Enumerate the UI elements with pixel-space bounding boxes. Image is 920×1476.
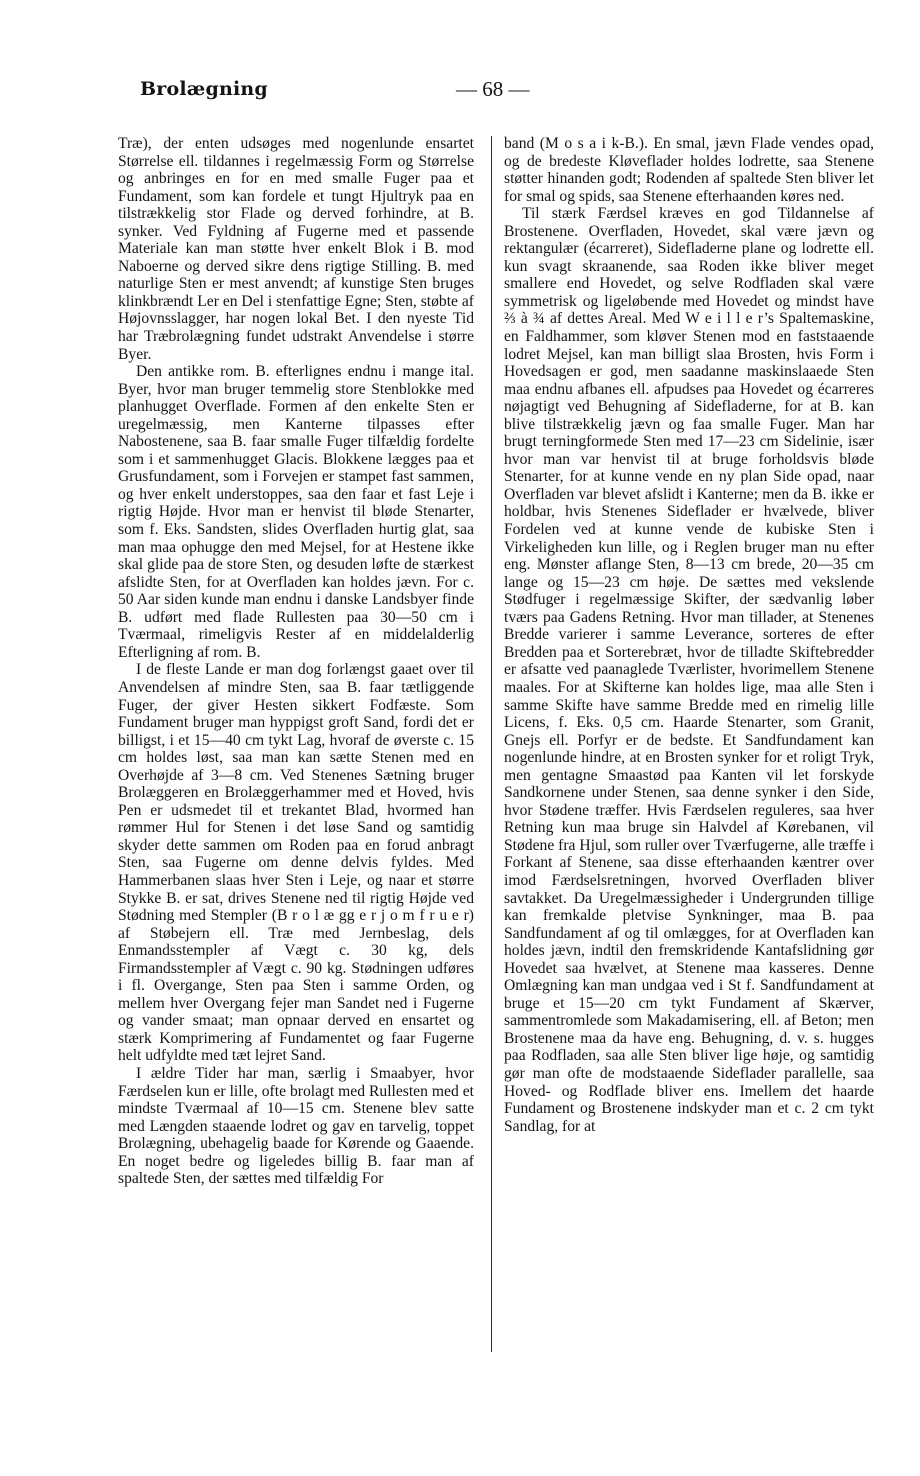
paragraph: Til stærk Færdsel kræves en god Tildannelse af Brostenene. Overfladen, Hovedet, skal være jævn og rektangulær (écarreret), Sidefladerne plane og lodrette ell. kun svagt skraanende, saa Roden ikke bliver meget smallere end Hovedet, og selve Rodfladen skal være symmetrisk og ligeløbende med Hovedet og mindst have ⅔ à ¾ af dettes Areal. Med W e i l l e r’s Spaltemaskine, en Faldhammer, som kløver Stenen mod en faststaaende lodret Mejsel, kan man billigt slaa Brosten, hvis Form i Hovedsagen er god, men saadanne maskinslaaede Sten maa endnu afbanes ell. afpudses paa Hovedet og écarreres nøjagtigt ved Behugning af Sidefladerne, for at B. kan blive tilstrækkelig jævn og faa smalle Fuger. Man har brugt terningformede Sten med 17—23 cm Sidelinie, især hvor man var henvist til at bruge forholdsvis bløde Stenarter, for at kunne vende en ny plan Side opad, naar Overfladen var blevet afslidt i Kanterne; men da B. ikke er holdbar, hvis Stenenes Sideflader er hvælvede, bliver Fordelen ved at kunne vende de kubiske Sten i Virkeligheden kun lille, og i Reglen bruger man nu efter eng. Mønster aflange Sten, 8—13 cm brede, 20—35 cm lange og 15—23 cm høje. De sættes med vekslende Stødfuger i regelmæssige Skifter, der sædvanlig løber tværs paa Gadens Retning. Hvor man tillader, at Stenenes Bredde varierer i samme Leverance, sorteres de efter Bredden paa et Sorterebræt, hvor de tilladte Skiftebredder er afsatte ved paanaglede Tværlister, hvorimellem Stenene maales. For at Skifterne kan holdes lige, maa alle Sten i samme Skifte have samme Bredde med en rimelig lille Licens, f. Eks. 0,5 cm. Haarde Stenarter, som Granit, Gnejs ell. Porfyr er de bedste. Et Sandfundament kan nogenlunde hindre, at en Brosten synker for et roligt Tryk, men gentagne Smaastød paa Kanten vil let forskyde Sandkornene under Stenen, saa denne synker i den Side, hvor Stødene træffer. Hvis Færdselen reguleres, saa hver Retning kun maa bruge sin Halvdel af Kørebanen, vil Stødene fra Hjul, som ruller over Tværfugerne, alle træffe i Forkant af Stenene, saa disse efterhaanden kæntrer over imod Færdselsretningen, hvorved Overfladen bliver savtakket. Da Uregelmæssigheder i Undergrunden tillige kan fremkalde pletvise Synkninger, maa B. paa Sandfundament af og til omlægges, for at Overfladen kan holdes jævn, indtil den fremskridende Kantafslidning gør Hovedet saa hvælvet, at Stenene maa kasseres. Denne Omlægning kan man undgaa ved i St f. Sandfundament at bruge et 15—20 cm tykt Fundament af Skærver, sammentromlede som Makadamisering, ell. af Beton; men Brostenene maa da have eng. Behugning, d. v. s. hugges paa Rodfladen, saa alle Sten bliver lige høje, og samtidig gør man ofte de modstaaende Sideflader parallelle, saa Hoved- og Rodflade bliver ens. Imellem det haarde Fundament og Brostenene indskyder man et c. 2 cm tykt Sandlag, for at: [504, 205, 874, 1135]
page-number: — 68 —: [456, 77, 530, 101]
right-column: [504, 135, 874, 1135]
paragraph: Den antikke rom. B. efterlignes endnu i mange ital. Byer, hvor man bruger temmelig store Stenblokke med planhugget Overflade. Formen af den enkelte Sten er uregelmæssig, men Kanterne tilpasses efter Nabostenene, saa B. faar smalle Fuger tilfældig fordelte som i et sammenhugget Glacis. Blokkene lægges paa et Grusfundament, som i Forvejen er stampet fast sammen, og hver enkelt understoppes, saa den faar et fast Leje i rigtig Højde. Hvor man er henvist til bløde Stenarter, som f. Eks. Sandsten, slides Overfladen hurtig glat, saa man maa ophugge den med Mejsel, for at Hestene ikke skal glide paa de store Sten, og desuden løfte de stærkest afslidte Sten, for at Overfladen kan holdes jævn. For c. 50 Aar siden kunde man endnu i danske Landsbyer finde B. udført med flade Rullesten paa 30—50 cm i Tværmaal, rimeligvis Rester af en middelalderlig Efterligning af rom. B.: [118, 363, 474, 661]
paragraph: band (M o s a i k-B.). En smal, jævn Flade vendes opad, og de bredeste Kløveflader holdes lodrette, saa Stenene støtter hinanden godt; Rodenden af spaltede Sten bliver let for smal og spids, saa Stenene efterhaanden køres ned.: [504, 135, 874, 205]
column-divider: [491, 136, 492, 1352]
page-title: Brolægning: [140, 78, 268, 100]
paragraph: Træ), der enten udsøges med nogenlunde ensartet Størrelse ell. tildannes i regelmæssig Form og Størrelse og anbringes en for en med smalle Fuger paa et Fundament, som kan fordele et tungt Hjultryk paa en tilstrækkelig stor Flade og derved forhindre, at B. synker. Ved Fyldning af Fugerne med et passende Materiale kan man støtte hver enkelt Blok i B. mod Naboerne og derved sikre dens rigtige Stilling. B. med naturlige Sten er mest anvendt; af kunstige Sten bruges klinkbrændt Ler en Del i stenfattige Egne; Sten, støbte af Højovnsslagger, har nogen lokal Bet. I den nyeste Tid har Træbrolægning fundet udstrakt Anvendelse i større Byer.: [118, 135, 474, 363]
running-head: [140, 76, 874, 104]
left-column: [118, 135, 474, 1188]
paragraph: I de fleste Lande er man dog forlængst gaaet over til Anvendelsen af mindre Sten, saa B. faar tætliggende Fuger, der giver Hesten sikkert Fodfæste. Som Fundament bruger man hyppigst groft Sand, fordi det er billigst, i et 15—40 cm tykt Lag, hvoraf de øverste c. 15 cm holdes løst, saa man kan sætte Stenen med en Overhøjde af 3—8 cm. Ved Stenenes Sætning bruger Brolæggeren en Brolæggerhammer med et Hoved, hvis Pen er udsmedet til et trekantet Blad, hvormed han rømmer Hul for Stenen i det løse Sand og samtidig skyder dette sammen om Roden paa en forud anbragt Sten, saa Fugerne om denne delvis fyldes. Med Hammerbanen slaas hver Sten i Leje, og naar et større Stykke B. er sat, drives Stenene ned til rigtig Højde ved Stødning med Stempler (B r o l æ gg e r j o m f r u e r) af Støbejern ell. Træ med Jernbeslag, dels Enmandsstempler af Vægt c. 30 kg, dels Firmandsstempler af Vægt c. 90 kg. Stødningen udføres i fl. Overgange, Sten paa Sten i samme Orden, og mellem hver Overgang fejer man Sandet ned i Fugerne og vander smaat; man opnaar derved en ensartet og stærk Komprimering af Fundamentet og faar Fugerne helt udfyldte med tæt lejret Sand.: [118, 661, 474, 1065]
paragraph: I ældre Tider har man, særlig i Smaabyer, hvor Færdselen kun er lille, ofte brolagt med Rullesten med et mindste Tværmaal af 10—15 cm. Stenene blev satte med Længden staaende lodret og gav en tarvelig, toppet Brolægning, ubehagelig baade for Kørende og Gaaende. En noget bedre og ligeledes billig B. faar man af spaltede Sten, der sættes med tilfældig For: [118, 1064, 474, 1188]
